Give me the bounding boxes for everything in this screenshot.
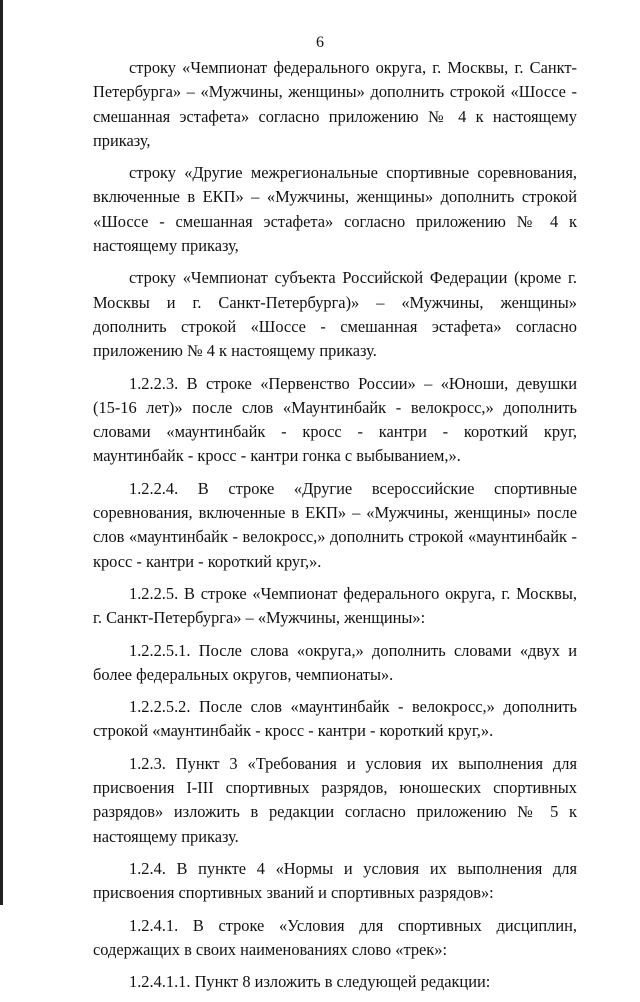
paragraph: строку «Другие межрегиональные спортивные соревнования, включенные в ЕКП» – «Мужчины, женщины» дополнить строкой «Шоссе - смешанная эстафета» согласно приложению № 4 к настоящему приказу, <box>93 163 577 256</box>
document-body <box>93 56 577 1002</box>
paragraph: 1.2.2.3. В строке «Первенство России» – «Юноши, девушки (15-16 лет)» после слов «Маунтинбайк - велокросс,» дополнить словами «маунтинбайк - кросс - кантри - короткий круг, маунтинбайк - кросс - кантри гонка с выбыванием,». <box>93 373 577 466</box>
paragraph: 1.2.2.5.2. После слов «маунтинбайк - велокросс,» дополнить строкой «маунтинбайк - кросс - кантри - короткий круг,». <box>93 697 577 741</box>
paragraph: 1.2.3. Пункт 3 «Требования и условия их выполнения для присвоения I-III спортивных разрядов, юношеских спортивных разрядов» изложить в редакции согласно приложению № 5 к настоящему приказу. <box>93 753 577 846</box>
paragraph: 1.2.2.5. В строке «Чемпионат федерального округа, г. Москвы, г. Санкт-Петербурга» – «Мужчины, женщины»: <box>93 583 577 628</box>
paragraph: строку «Чемпионат федерального округа, г. Москвы, г. Санкт-Петербурга» – «Мужчины, женщины» дополнить строкой «Шоссе - смешанная эстафета» согласно приложению № 4 к настоящему приказу, <box>93 58 577 150</box>
paragraph: 1.2.2.4. В строке «Другие всероссийские спортивные соревнования, включенные в ЕКП» – «Мужчины, женщины» после слов «маунтинбайк - велокросс,» дополнить строкой «маунтинбайк - кросс - кантри - короткий круг,». <box>93 478 577 571</box>
paragraph: 1.2.4.1.1. Пункт 8 изложить в следующей редакции: <box>129 972 491 992</box>
paragraph: 1.2.4.1. В строке «Условия для спортивных дисциплин, содержащих в своих наименованиях слово «трек»: <box>93 915 577 959</box>
scan-edge <box>0 0 3 905</box>
paragraph: строку «Чемпионат субъекта Российской Федерации (кроме г. Москвы и г. Санкт-Петербурга)» – «Мужчины, женщины» дополнить строкой «Шоссе - смешанная эстафета» согласно приложению № 4 к настоящему приказу. <box>93 268 577 361</box>
paragraph: 1.2.2.5.1. После слова «округа,» дополнить словами «двух и более федеральных округов, чемпионаты». <box>93 640 577 684</box>
page-number: 6 <box>316 34 324 51</box>
paragraph: 1.2.4. В пункте 4 «Нормы и условия их выполнения для присвоения спортивных званий и спортивных разрядов»: <box>93 858 577 903</box>
